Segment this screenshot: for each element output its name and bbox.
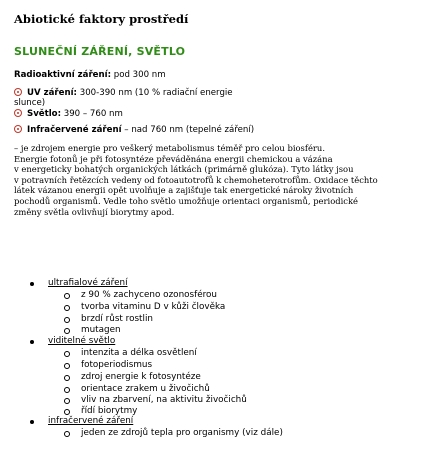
paragraph-line: látek vázanou energii opět uvolňuje a zajišťuje tak energetické nároky životních: [14, 185, 354, 196]
section-heading: SLUNEČNÍ ZÁŘENÍ, SVĚTLO: [14, 45, 186, 58]
paragraph-line: Energie fotonů je při fotosyntéze převáděnána energii chemickou a vázána: [14, 153, 333, 164]
list-item-text: tvorba vitaminu D v kůži člověka: [81, 302, 226, 312]
list-item-text: intenzita a délka osvětlení: [81, 348, 197, 358]
bullet-value: 390 – 760 nm: [61, 109, 123, 119]
page-title: Abiotické faktory prostředí: [14, 12, 189, 26]
radiation-value: pod 300 nm: [111, 70, 166, 80]
bullet-light: [14, 109, 123, 119]
bullet-label: Infračervené záření: [27, 125, 122, 135]
bullet-circle-icon: [64, 431, 70, 437]
bullet-circle-icon: [64, 293, 70, 299]
bullet-circle-icon: [64, 328, 70, 334]
bullet-icon: [14, 88, 22, 96]
bullet-circle-icon: [64, 305, 70, 311]
list-item-text: vliv na zbarvení, na aktivitu živočichů: [81, 395, 247, 405]
radiation-line: [14, 70, 166, 80]
bullet-circle-icon: [64, 317, 70, 323]
list-item-text: zdroj energie k fotosyntéze: [81, 372, 201, 382]
bullet-dot-icon: [30, 282, 34, 286]
description-paragraph: [14, 143, 424, 217]
list-item-text: orientace zrakem u živočichů: [81, 384, 210, 394]
paragraph-line: v potravních řetězcích vedeny od fotoautotrofů k chemoheterotrofům. Oxidace těchto: [14, 174, 378, 185]
radiation-label: Radioaktivní záření:: [14, 70, 112, 80]
list-item-text: jeden ze zdrojů tepla pro organismy (viz dále): [81, 428, 283, 438]
bullet-label: UV záření:: [27, 88, 77, 98]
bullet-dot-icon: [30, 340, 34, 344]
bullet-dot-icon: [30, 420, 34, 424]
paragraph-line: pochodů organismů. Vedle toho světlo umožňuje orientaci organismů, periodické: [14, 195, 358, 206]
bullet-circle-icon: [64, 351, 70, 357]
bullet-uv: [14, 88, 233, 98]
bullet-value: 300-390 nm (10 % radiační energie: [77, 88, 233, 98]
list-item-text: fotoperiodismus: [81, 360, 153, 370]
bullet-icon: [14, 125, 22, 133]
bullet-circle-icon: [64, 387, 70, 393]
outline-heading: ultrafialové záření: [48, 278, 128, 288]
bullet-label: Světlo:: [27, 109, 62, 119]
list-item-text: mutagen: [81, 325, 121, 335]
bullet-icon: [14, 109, 22, 117]
bullet-infrared: [14, 125, 254, 135]
outline-heading: infračervené záření: [48, 416, 134, 426]
paragraph-line: – je zdrojem energie pro veškerý metabolismus téměř pro celou biosféru.: [14, 143, 325, 153]
outline-heading: viditelné světlo: [48, 336, 116, 346]
bullet-value: – nad 760 nm (tepelné záření): [121, 125, 255, 135]
bullet-circle-icon: [64, 363, 70, 369]
uv-continuation: slunce): [14, 98, 46, 108]
list-item-text: brzdí růst rostlin: [81, 314, 153, 324]
paragraph-line: změny světla ovlivňují biorytmy apod.: [14, 206, 175, 217]
list-item-text: řídí biorytmy: [81, 406, 138, 416]
paragraph-line: v energeticky bohatých organických látkách (primárně glukóza). Tyto látky jsou: [14, 164, 354, 175]
bullet-circle-icon: [64, 375, 70, 381]
bullet-circle-icon: [64, 398, 70, 404]
list-item-text: z 90 % zachyceno ozonosférou: [81, 290, 217, 300]
bullet-circle-icon: [64, 409, 70, 415]
